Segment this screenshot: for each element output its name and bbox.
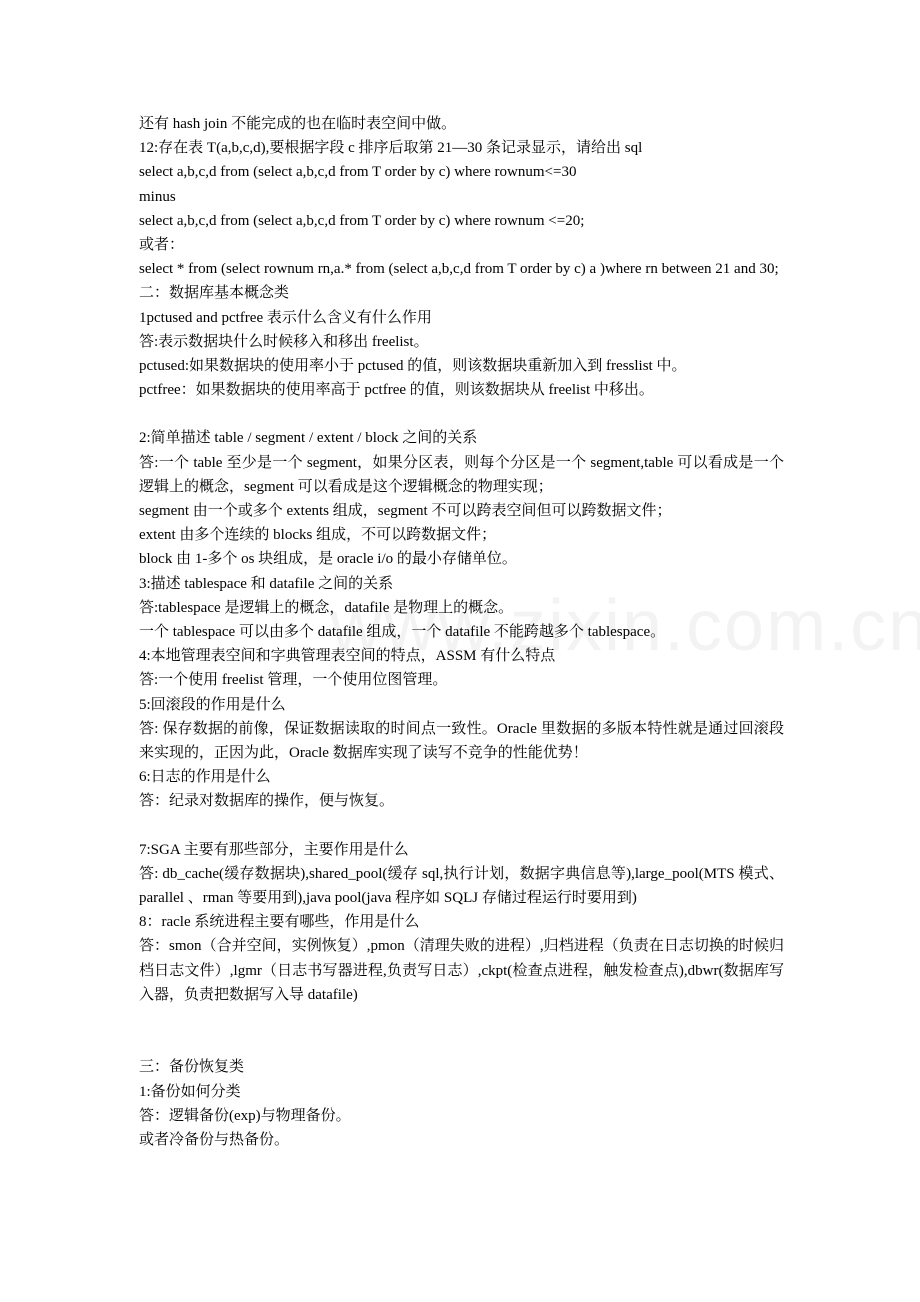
answer-line: block 由 1-多个 os 块组成，是 oracle i/o 的最小存储单位。 bbox=[139, 551, 517, 568]
answer-line: extent 由多个连续的 blocks 组成，不可以跨数据文件； bbox=[139, 527, 497, 544]
sql-paragraph: select * from (select rownum rn,a.* from (select a,b,c,d from T order by c) a )where rn between 21 and 30; bbox=[139, 261, 779, 278]
answer-line: pctfree：如果数据块的使用率高于 pctfree 的值，则该数据块从 freelist 中移出。 bbox=[139, 382, 654, 399]
blank-line bbox=[139, 814, 784, 838]
text-line: 还有 hash join 不能完成的也在临时表空间中做。 bbox=[139, 116, 457, 132]
answer-line: 答:一个使用 freelist 管理，一个使用位图管理。 bbox=[139, 672, 448, 689]
text-line: 或者： bbox=[139, 236, 185, 253]
question-2: 2:简单描述 table / segment / extent / block 之间的关系 bbox=[139, 430, 478, 447]
answer-line: pctused:如果数据块的使用率小于 pctused 的值，则该数据块重新加入到 fresslist 中。 bbox=[139, 357, 687, 374]
section-heading-3: 三：备份恢复类 bbox=[139, 1059, 245, 1076]
answer-paragraph: 答：smon（合并空间，实例恢复）,pmon（清理失败的进程）,归档进程（负责在日志切换的时候归档日志文件）,lgmr（日志书写器进程,负责写日志）,ckpt(检查点进程，触发检查点),dbwr(数据库写入器，负责把数据写入导 datafile) bbox=[139, 938, 784, 1003]
question-4: 4:本地管理表空间和字典管理表空间的特点，ASSM 有什么特点 bbox=[139, 648, 556, 665]
answer-line: 一个 tablespace 可以由多个 datafile 组成，一个 datafile 不能跨越多个 tablespace。 bbox=[139, 623, 666, 640]
answer-paragraph: 答:一个 table 至少是一个 segment，如果分区表，则每个分区是一个 segment,table 可以看成是一个逻辑上的概念，segment 可以看成是这个逻辑概念的物理实现； bbox=[139, 454, 784, 495]
question-7: 7:SGA 主要有那些部分，主要作用是什么 bbox=[139, 841, 409, 858]
answer-line: 答：纪录对数据库的操作，便与恢复。 bbox=[139, 793, 395, 810]
answer-paragraph: 答: 保存数据的前像，保证数据读取的时间点一致性。Oracle 里数据的多版本特性就是通过回滚段来实现的，正因为此，Oracle 数据库实现了读写不竞争的性能优势！ bbox=[139, 720, 784, 761]
answer-line: segment 由一个或多个 extents 组成，segment 不可以跨表空间但可以跨数据文件； bbox=[139, 503, 672, 520]
document-page bbox=[139, 112, 784, 1152]
question-1-backup: 1:备份如何分类 bbox=[139, 1083, 241, 1100]
sql-line: select a,b,c,d from (select a,b,c,d from T order by c) where rownum <=20; bbox=[139, 212, 585, 229]
sql-line: minus bbox=[139, 188, 176, 205]
blank-line bbox=[139, 1007, 784, 1031]
answer-paragraph: 答: db_cache(缓存数据块),shared_pool(缓存 sql,执行计划，数据字典信息等),large_pool(MTS 模式、parallel 、rman 等要用到),java pool(java 程序如 SQLJ 存储过程运行时要用到) bbox=[139, 865, 784, 907]
question-8: 8：racle 系统进程主要有哪些，作用是什么 bbox=[139, 914, 420, 931]
answer-line: 答：逻辑备份(exp)与物理备份。 bbox=[139, 1107, 351, 1124]
question-1: 1pctused and pctfree 表示什么含义有什么作用 bbox=[139, 309, 432, 326]
answer-line: 答:tablespace 是逻辑上的概念，datafile 是物理上的概念。 bbox=[139, 599, 514, 616]
question-6: 6:日志的作用是什么 bbox=[139, 769, 271, 786]
question-3: 3:描述 tablespace 和 datafile 之间的关系 bbox=[139, 575, 394, 592]
answer-line: 或者冷备份与热备份。 bbox=[139, 1132, 290, 1149]
blank-line bbox=[139, 402, 784, 426]
sql-line: select a,b,c,d from (select a,b,c,d from T order by c) where rownum<=30 bbox=[139, 164, 577, 181]
question-12: 12:存在表 T(a,b,c,d),要根据字段 c 排序后取第 21—30 条记录显示，请给出 sql bbox=[139, 140, 643, 157]
question-5: 5:回滚段的作用是什么 bbox=[139, 696, 286, 713]
answer-line: 答:表示数据块什么时候移入和移出 freelist。 bbox=[139, 333, 429, 350]
section-heading-2: 二：数据库基本概念类 bbox=[139, 285, 290, 302]
blank-line bbox=[139, 1031, 784, 1055]
